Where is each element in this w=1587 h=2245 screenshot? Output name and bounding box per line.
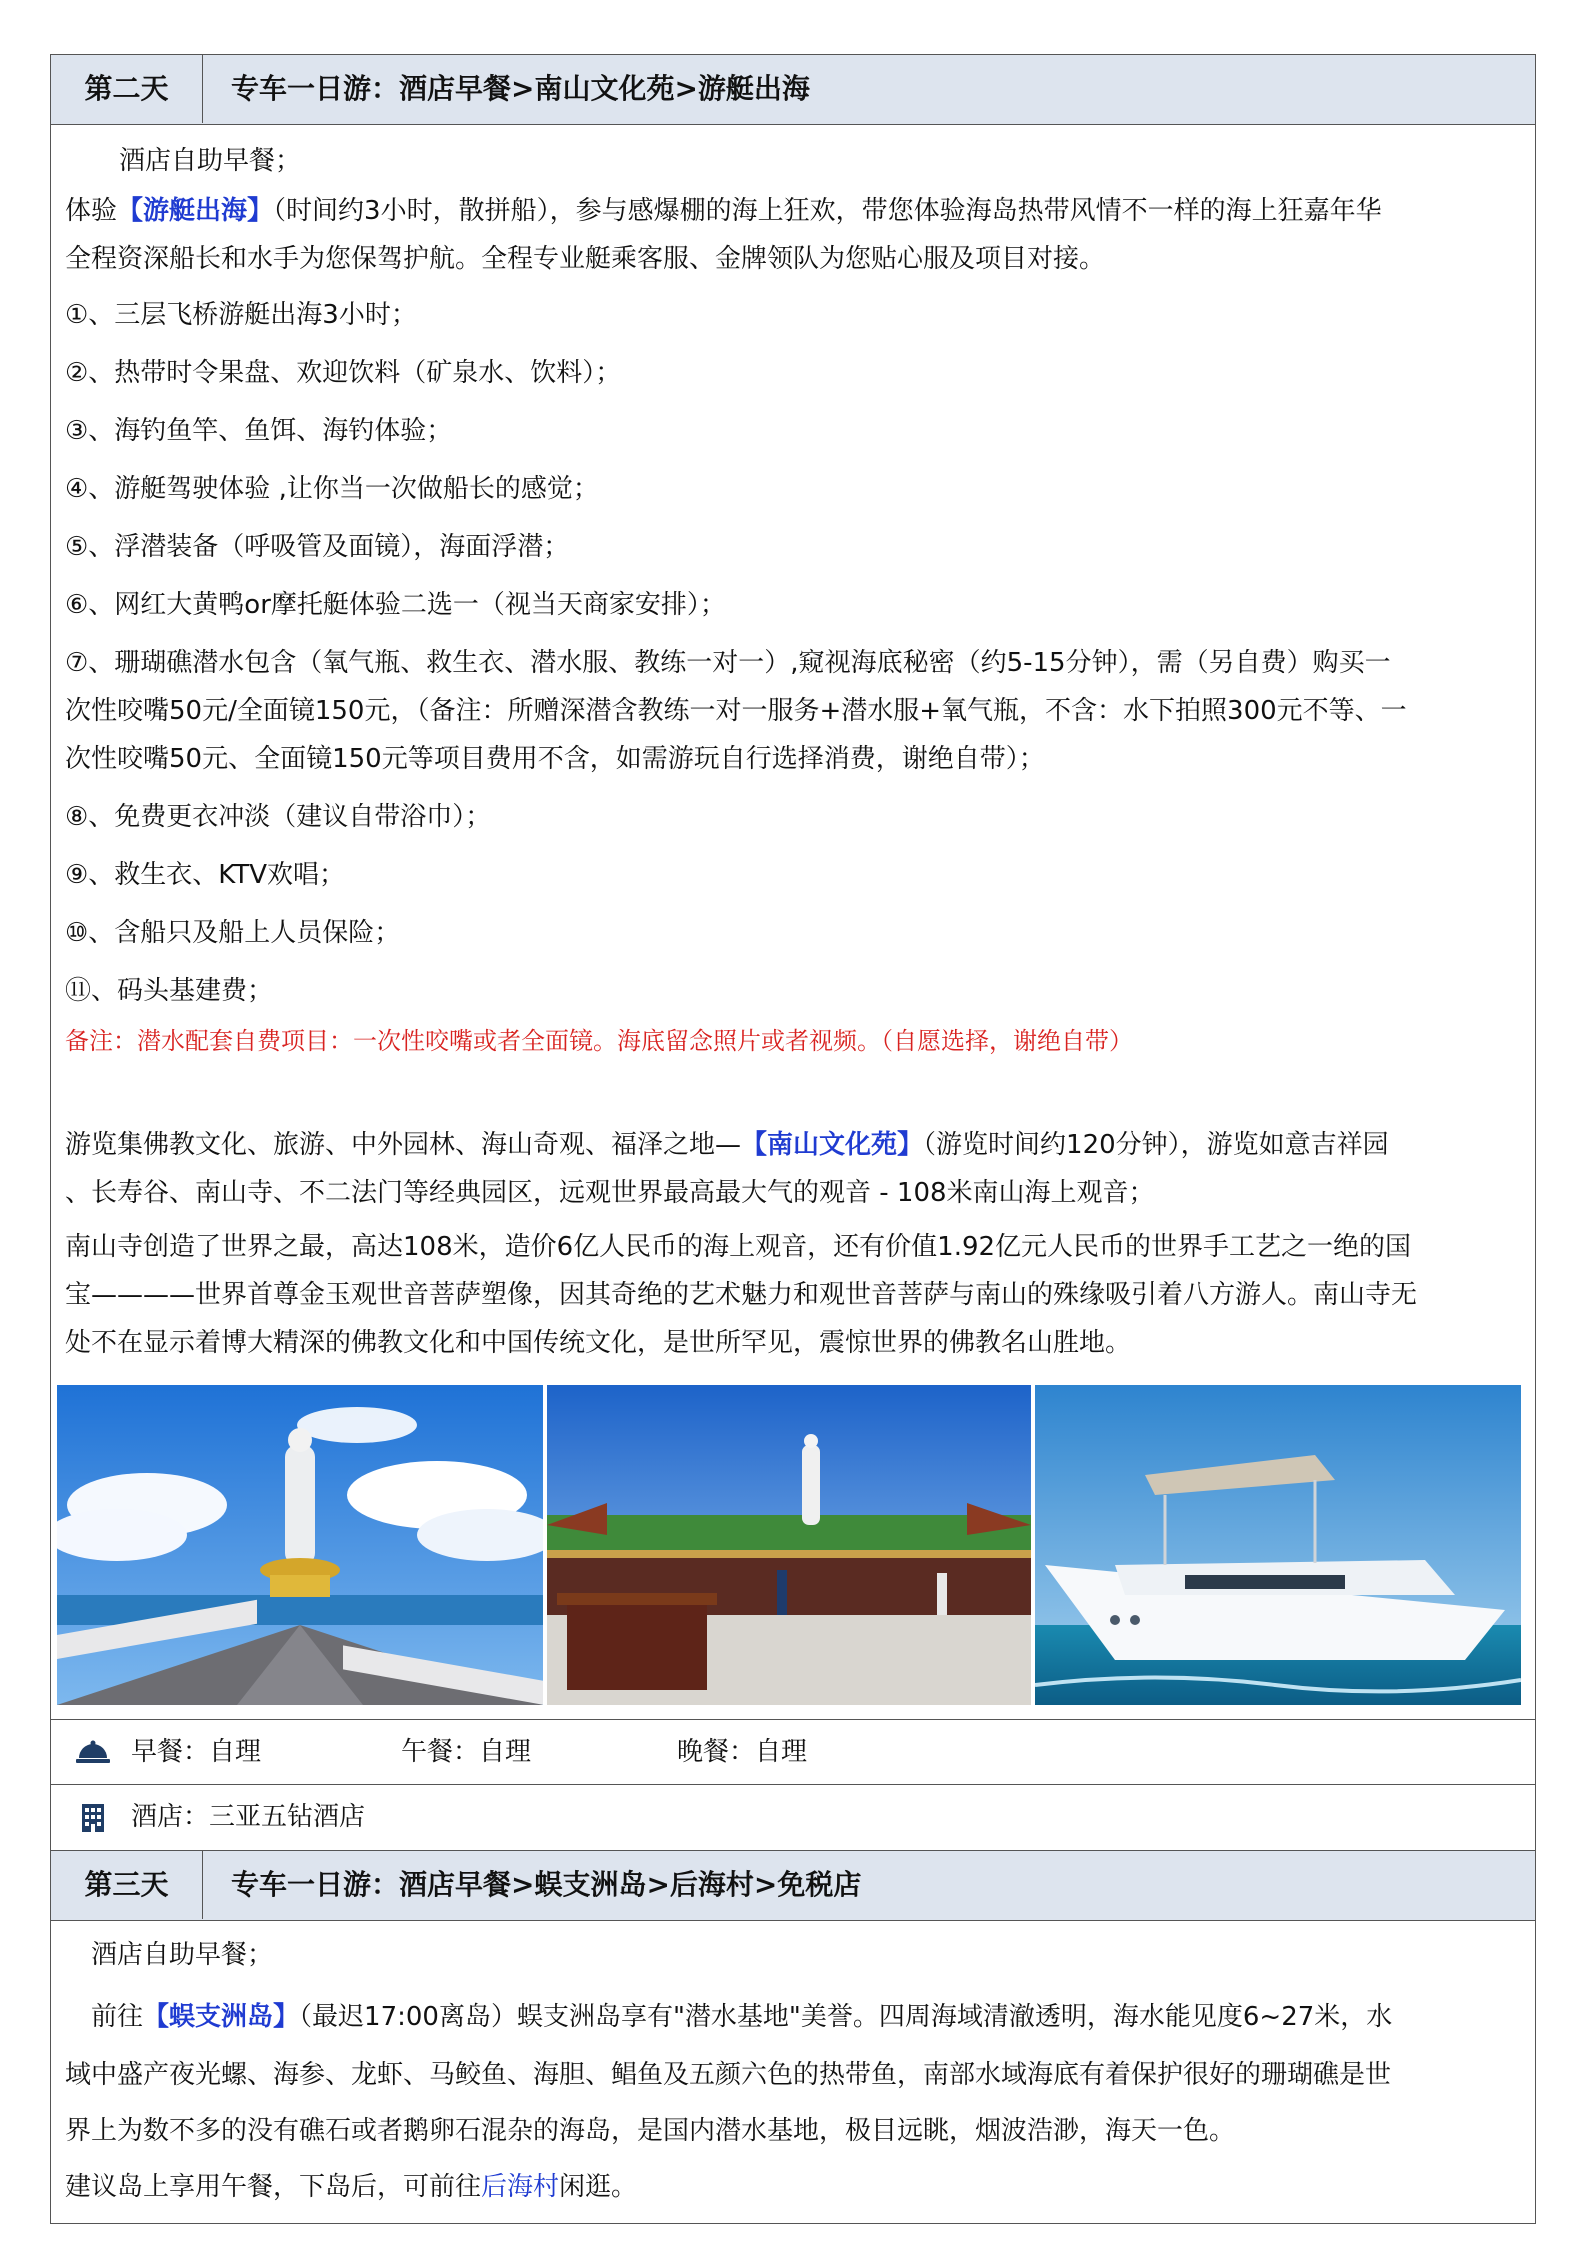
yacht-intro: 体验【游艇出海】（时间约3小时，散拼船），参与感爆棚的海上狂欢，带您体验海岛热带风情不一样的海上狂嘉年华 [65,196,1382,226]
list-item-cont: 次性咬嘴50元、全面镜150元等项目费用不含，如需游玩自行选择消费，谢绝自带）； [65,744,1045,774]
temple-plaza-photo [547,1385,1031,1705]
day2-header [51,55,1535,125]
diving-note: 备注：潜水配套自费项目：一次性咬嘴或者全面镜。海底留念照片或者视频。（自愿选择，谢绝自带） [65,1027,1133,1055]
day3-header [51,1851,1535,1921]
meals-row [51,1719,1535,1785]
island-highlight: 【蜈支洲岛】 [143,2002,300,2032]
houhai-village-link[interactable]: 后海村 [481,2172,560,2202]
day2-breakfast: 酒店自助早餐； [119,146,302,176]
cloche-icon [75,1738,111,1768]
hotel-name: 酒店：三亚五钻酒店 [131,1802,366,1832]
temple-text: 宝————世界首尊金玉观世音菩萨塑像，因其奇绝的艺术魅力和观世音菩萨与南山的殊缘吸引着八方游人。南山寺无 [65,1280,1418,1310]
list-item: ⑩、含船只及船上人员保险； [65,918,401,948]
list-item: ⑪、码头基建费； [65,976,274,1006]
list-item: ②、热带时令果盘、欢迎饮料（矿泉水、饮料）； [65,358,622,388]
nanshan-intro: 游览集佛教文化、旅游、中外园林、海山奇观、福泽之地—【南山文化苑】（游览时间约120分钟），游览如意吉祥园 [65,1130,1389,1160]
building-icon [81,1803,105,1837]
day3-title: 专车一日游：酒店早餐>蜈支洲岛>后海村>免税店 [231,1868,862,1901]
lunch-suggestion: 建议岛上享用午餐，下岛后，可前往后海村闲逛。 [65,2172,638,2202]
day2-title: 专车一日游：酒店早餐>南山文化苑>游艇出海 [231,72,810,105]
day2-label: 第二天 [51,55,203,123]
list-item: ⑨、救生衣、KTV欢唱； [65,860,346,890]
itinerary-table [50,54,1536,2224]
hotel-row [51,1785,1535,1851]
nanshan-intro-line2: 、长寿谷、南山寺、不二法门等经典园区，远观世界最高最大气的观音 - 108米南山海上观音； [65,1178,1155,1208]
list-item: ⑤、浮潜装备（呼吸管及面镜），海面浮潜； [65,532,570,562]
dinner-meal: 晚餐：自理 [677,1737,808,1767]
yacht-photo [1035,1385,1521,1705]
guanyin-walkway-photo [57,1385,543,1705]
list-item: ④、游艇驾驶体验 ,让你当一次做船长的感觉； [65,474,599,504]
list-item: ⑧、免费更衣冲淡（建议自带浴巾）； [65,802,492,832]
list-item: ⑦、珊瑚礁潜水包含（氧气瓶、救生衣、潜水服、教练一对一）,窥视海底秘密（约5-15分钟），需（另自费）购买一 [65,648,1391,678]
yacht-intro-line2: 全程资深船长和水手为您保驾护航。全程专业艇乘客服、金牌领队为您贴心服及项目对接。 [65,244,1106,274]
list-item: ③、海钓鱼竿、鱼饵、海钓体验； [65,416,453,446]
lunch-meal: 午餐：自理 [401,1737,532,1767]
temple-text: 南山寺创造了世界之最，高达108米，造价6亿人民币的海上观音，还有价值1.92亿元人民币的世界手工艺之一绝的国 [65,1232,1412,1262]
temple-text: 处不在显示着博大精深的佛教文化和中国传统文化，是世所罕见，震惊世界的佛教名山胜地。 [65,1328,1132,1358]
yacht-highlight: 【游艇出海】 [117,196,274,226]
nanshan-highlight: 【南山文化苑】 [741,1130,924,1160]
list-item: ①、三层飞桥游艇出海3小时； [65,300,417,330]
island-intro: 前往【蜈支洲岛】（最迟17:00离岛）蜈支洲岛享有"潜水基地"美誉。四周海域清澈透明，海水能见度6~27米，水 [91,2002,1393,2032]
island-text: 界上为数不多的没有礁石或者鹅卵石混杂的海岛，是国内潜水基地，极目远眺，烟波浩渺，海天一色。 [65,2116,1236,2146]
breakfast-meal: 早餐：自理 [131,1737,262,1767]
day3-breakfast: 酒店自助早餐； [91,1940,274,1970]
list-item: ⑥、网红大黄鸭or摩托艇体验二选一（视当天商家安排）； [65,590,726,620]
island-text: 域中盛产夜光螺、海参、龙虾、马鲛鱼、海胆、鲳鱼及五颜六色的热带鱼，南部水域海底有着保护很好的珊瑚礁是世 [65,2060,1392,2090]
list-item-cont: 次性咬嘴50元/全面镜150元，（备注：所赠深潜含教练一对一服务+潜水服+氧气瓶，不含：水下拍照300元不等、一 [65,696,1407,726]
day3-label: 第三天 [51,1851,203,1919]
